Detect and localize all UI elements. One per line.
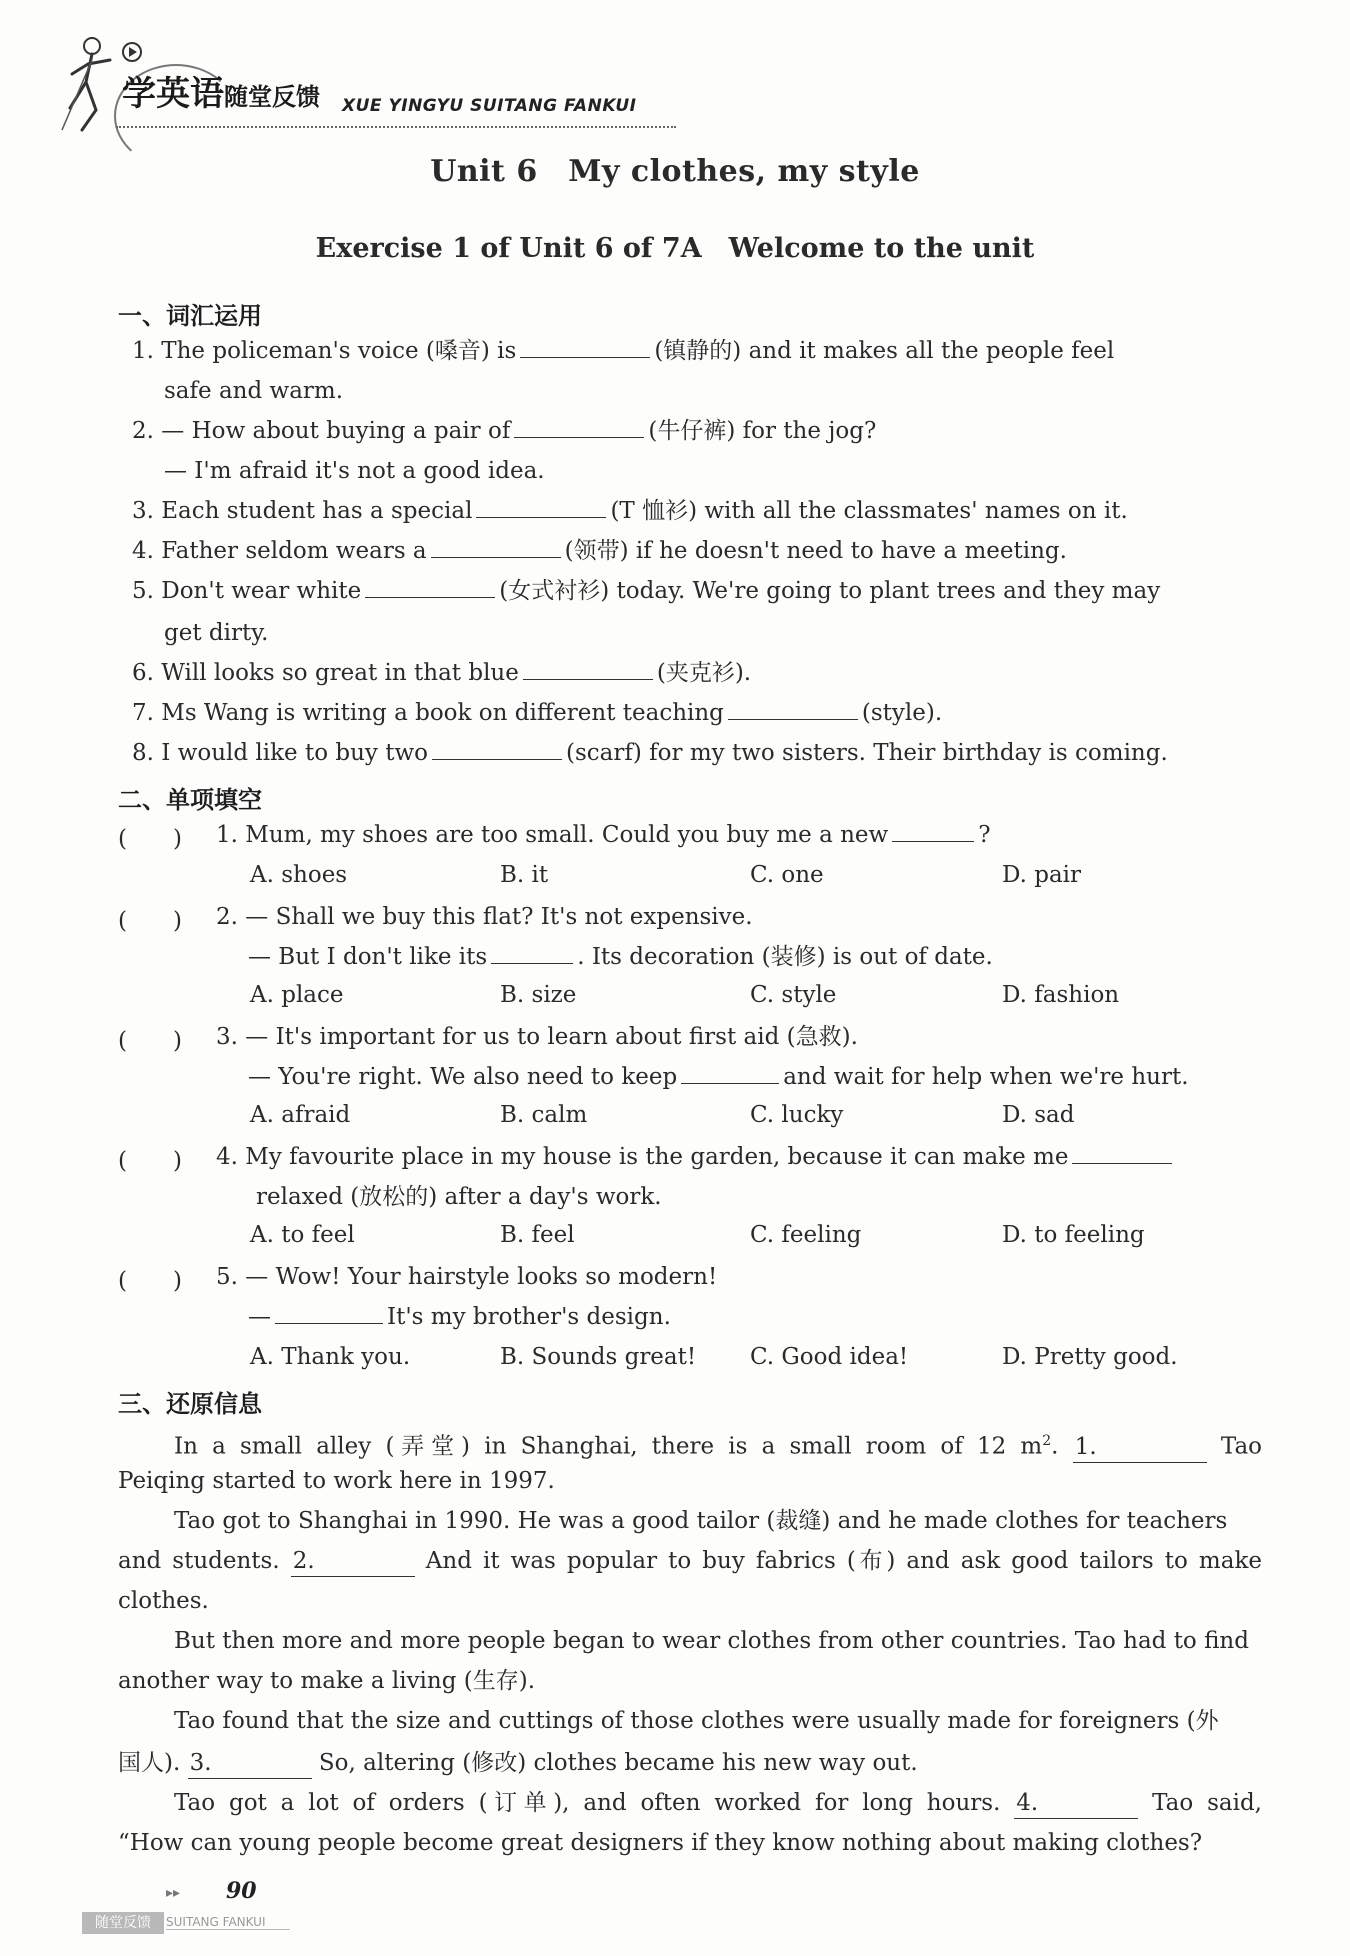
option-b: B. calm xyxy=(500,1102,588,1128)
answer-blank xyxy=(681,1082,779,1084)
mc-question-1: 1. Mum, my shoes are too small. Could you buy me a new ? xyxy=(216,822,991,848)
passage-para-3-cont: another way to make a living (生存). xyxy=(118,1668,536,1694)
passage-para-2-cont: clothes. xyxy=(118,1588,209,1614)
passage-para-1-cont: Peiqing started to work here in 1997. xyxy=(118,1468,555,1494)
option-c: C. feeling xyxy=(750,1222,862,1248)
passage-para-4-line2: 国人). 3. So, altering (修改) clothes became his new way out. xyxy=(118,1748,918,1779)
answer-blank[interactable] xyxy=(432,758,562,760)
passage-blank-1[interactable]: 1. xyxy=(1073,1432,1207,1463)
vocab-item-2-cont: — I'm afraid it's not a good idea. xyxy=(164,458,545,484)
option-a: A. Thank you. xyxy=(250,1344,411,1370)
vocab-item-5-cont: get dirty. xyxy=(164,620,269,646)
mc-question-5-line2: — It's my brother's design. xyxy=(248,1304,671,1330)
answer-paren[interactable]: ( ) xyxy=(118,1028,182,1054)
brand-pinyin: XUE YINGYU SUITANG FANKUI xyxy=(342,96,637,116)
answer-blank xyxy=(275,1322,383,1324)
answer-paren[interactable]: ( ) xyxy=(118,908,182,934)
vocab-item-3: 3. Each student has a special (T 恤衫) with all the classmates' names on it. xyxy=(132,498,1128,524)
vocab-item-5: 5. Don't wear white (女式衬衫) today. We're going to plant trees and they may xyxy=(132,578,1161,604)
footer-badge: 随堂反馈 xyxy=(82,1912,164,1934)
passage-blank-2[interactable]: 2. xyxy=(291,1546,415,1577)
header-divider xyxy=(116,126,676,128)
section3-heading: 三、还原信息 xyxy=(118,1390,262,1418)
page-arrow-icon: ▸▸ xyxy=(166,1885,181,1901)
mc-question-2: 2. — Shall we buy this flat? It's not expensive. xyxy=(216,904,753,930)
option-c: C. one xyxy=(750,862,824,888)
answer-paren[interactable]: ( ) xyxy=(118,1148,182,1174)
brand-title: 学英语随堂反馈 xyxy=(122,74,320,114)
mc-question-4-line2: relaxed (放松的) after a day's work. xyxy=(256,1184,662,1210)
passage-para-5: Tao got a lot of orders (订单), and often worked for long hours. 4. Tao said, xyxy=(174,1788,1262,1819)
answer-blank[interactable] xyxy=(728,718,858,720)
option-d: D. pair xyxy=(1002,862,1082,888)
option-c: C. Good idea! xyxy=(750,1344,909,1370)
footer-pinyin: SUITANG FANKUI xyxy=(166,1915,290,1930)
mc-question-2-line2: — But I don't like its . Its decoration (装修) is out of date. xyxy=(248,944,993,970)
option-b: B. feel xyxy=(500,1222,575,1248)
answer-blank[interactable] xyxy=(520,356,650,358)
option-a: A. to feel xyxy=(250,1222,355,1248)
section2-heading: 二、单项填空 xyxy=(118,786,262,814)
page-number: 90 xyxy=(226,1878,257,1904)
option-c: C. style xyxy=(750,982,837,1008)
option-a: A. shoes xyxy=(250,862,348,888)
vocab-item-4: 4. Father seldom wears a (领带) if he doesn't need to have a meeting. xyxy=(132,538,1067,564)
passage-para-5-cont: “How can young people become great designers if they know nothing about making clothes? xyxy=(118,1830,1203,1856)
vocab-item-1-cont: safe and warm. xyxy=(164,378,344,404)
answer-blank xyxy=(1072,1162,1172,1164)
passage-blank-3[interactable]: 3. xyxy=(188,1748,312,1779)
answer-paren[interactable]: ( ) xyxy=(118,1268,182,1294)
vocab-item-1: 1. The policeman's voice (嗓音) is (镇静的) and it makes all the people feel xyxy=(132,338,1115,364)
answer-blank[interactable] xyxy=(523,678,653,680)
answer-paren[interactable]: ( ) xyxy=(118,826,182,852)
vocab-item-2: 2. — How about buying a pair of (牛仔裤) for the jog? xyxy=(132,418,877,444)
section1-heading: 一、词汇运用 xyxy=(118,302,262,330)
passage-para-2-line2: and students. 2. And it was popular to buy fabrics (布) and ask good tailors to make xyxy=(118,1546,1262,1577)
vocab-item-7: 7. Ms Wang is writing a book on different teaching (style). xyxy=(132,700,943,726)
option-b: B. it xyxy=(500,862,549,888)
answer-blank xyxy=(491,962,573,964)
option-c: C. lucky xyxy=(750,1102,844,1128)
option-d: D. sad xyxy=(1002,1102,1075,1128)
passage-para-3: But then more and more people began to wear clothes from other countries. Tao had to find xyxy=(174,1628,1249,1654)
vocab-item-6: 6. Will looks so great in that blue (夹克衫). xyxy=(132,660,752,686)
mc-question-3-line2: — You're right. We also need to keep and wait for help when we're hurt. xyxy=(248,1064,1189,1090)
unit-title: Unit 6 My clothes, my style xyxy=(430,154,920,189)
passage-para-2: Tao got to Shanghai in 1990. He was a good tailor (裁缝) and he made clothes for teachers xyxy=(174,1508,1228,1534)
answer-blank[interactable] xyxy=(431,556,561,558)
passage-blank-4[interactable]: 4. xyxy=(1014,1788,1138,1819)
vocab-item-8: 8. I would like to buy two (scarf) for my two sisters. Their birthday is coming. xyxy=(132,740,1168,766)
answer-blank xyxy=(892,840,974,842)
mc-question-3: 3. — It's important for us to learn about first aid (急救). xyxy=(216,1024,858,1050)
option-d: D. fashion xyxy=(1002,982,1120,1008)
book-header xyxy=(52,30,672,140)
answer-blank[interactable] xyxy=(476,516,606,518)
option-b: B. size xyxy=(500,982,577,1008)
passage-para-4: Tao found that the size and cuttings of those clothes were usually made for foreigners (外 xyxy=(174,1708,1219,1734)
option-d: D. to feeling xyxy=(1002,1222,1145,1248)
option-a: A. afraid xyxy=(250,1102,351,1128)
option-d: D. Pretty good. xyxy=(1002,1344,1178,1370)
answer-blank[interactable] xyxy=(365,596,495,598)
mc-question-5: 5. — Wow! Your hairstyle looks so modern! xyxy=(216,1264,718,1290)
passage-para-1: In a small alley (弄堂) in Shanghai, there is a small room of 12 $m^2$. 1. Tao xyxy=(174,1426,1262,1463)
answer-blank[interactable] xyxy=(514,436,644,438)
mc-question-4: 4. My favourite place in my house is the garden, because it can make me xyxy=(216,1142,1176,1172)
option-b: B. Sounds great! xyxy=(500,1344,697,1370)
exercise-title: Exercise 1 of Unit 6 of 7A Welcome to the unit xyxy=(315,233,1035,264)
option-a: A. place xyxy=(250,982,344,1008)
